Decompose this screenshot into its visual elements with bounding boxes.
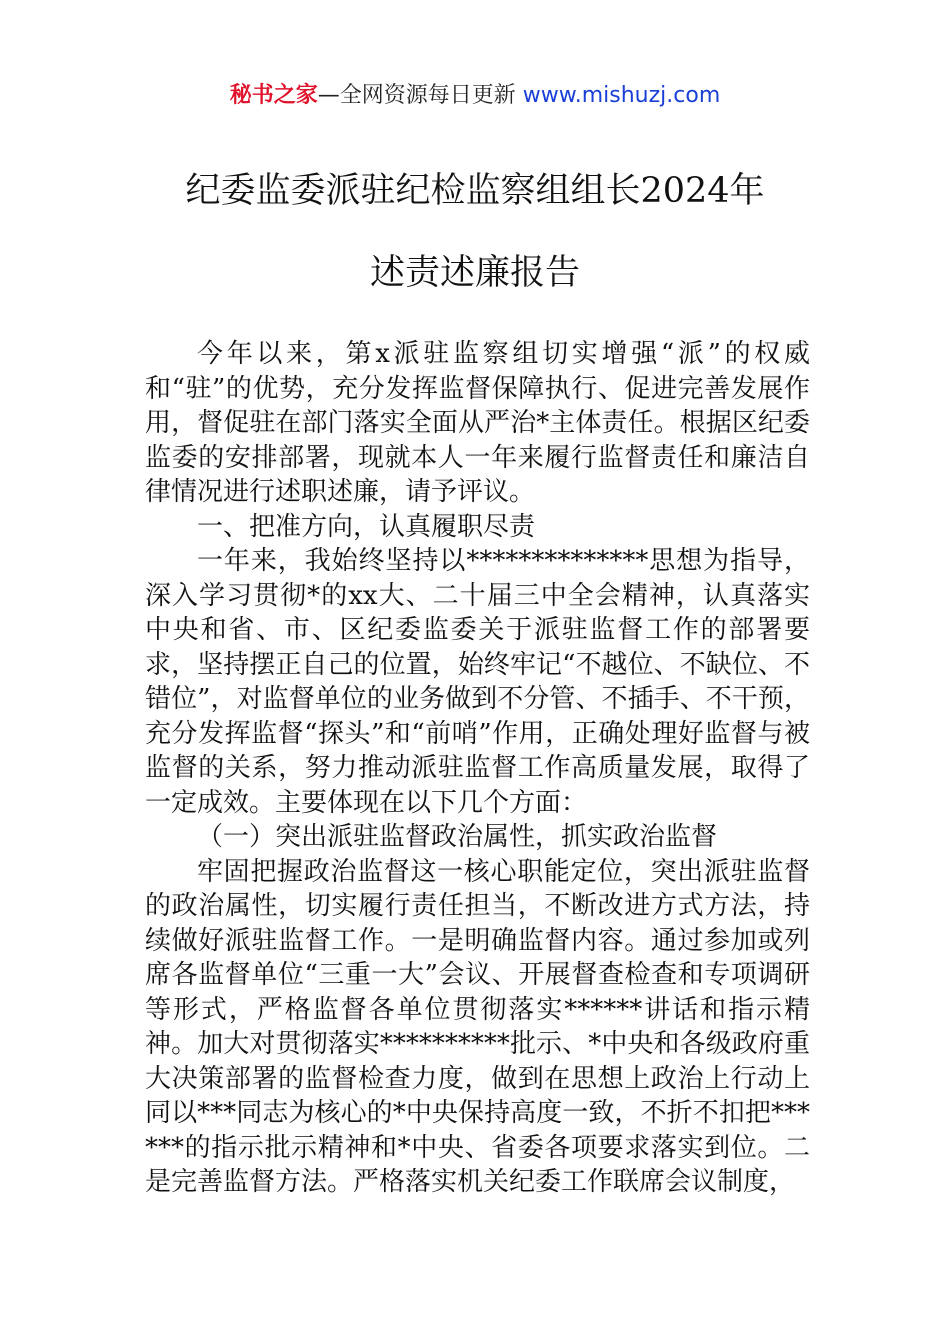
body-paragraph: 牢固把握政治监督这一核心职能定位，突出派驻监督的政治属性，切实履行责任担当，不断改进方式方法，持续做好派驻监督工作。一是明确监督内容。通过参加或列席各监督单位“三重一大”会议、开展督查检查和专项调研等形式，严格监督各单位贯彻落实******讲话和指示精神。加大对贯彻落实**********批示、*中央和各级政府重大决策部署的监督检查力度，做到在思想上政治上行动上同以***同志为核心的*中央保持高度一致，不折不扣把******的指示批示精神和*中央、省委各项要求落实到位。二是完善监督方法。严格落实机关纪委工作联席会议制度， <box>145 856 810 1197</box>
body-paragraph: 一年来，我始终坚持以**************思想为指导，深入学习贯彻*的xx大、二十届三中全会精神，认真落实中央和省、市、区纪委监委关于派驻监督工作的部署要求，坚持摆正自己的位置，始终牢记“不越位、不缺位、不错位”，对监督单位的业务做到不分管、不插手、不干预，充分发挥监督“探头”和“前哨”作用，正确处理好监督与被监督的关系，努力推动派驻监督工作高质量发展，取得了一定成效。主要体现在以下几个方面： <box>145 546 810 818</box>
document-title-line-1: 纪委监委派驻纪检监察组组长2024年 <box>185 171 765 211</box>
section-heading: 一、把准方向，认真履职尽责 <box>197 511 536 542</box>
body-paragraph: 今年以来，第x派驻监察组切实增强“派”的权威和“驻”的优势，充分发挥监督保障执行、促进完善发展作用，督促驻在部门落实全面从严治*主体责任。根据区纪委监委的安排部署，现就本人一年来履行监督责任和廉洁自律情况进行述职述廉，请予评议。 <box>145 339 810 507</box>
site-tagline: —全网资源每日更新 <box>317 83 516 108</box>
site-url-link[interactable]: www.mishuzj.com <box>522 83 721 108</box>
document-body <box>145 337 810 1200</box>
document-title-line-2: 述责述廉报告 <box>369 253 580 293</box>
site-header <box>0 80 950 112</box>
site-brand: 秘书之家 <box>229 83 318 108</box>
subsection-heading: （一）突出派驻监督政治属性，抓实政治监督 <box>197 822 718 852</box>
document-title <box>0 150 950 314</box>
